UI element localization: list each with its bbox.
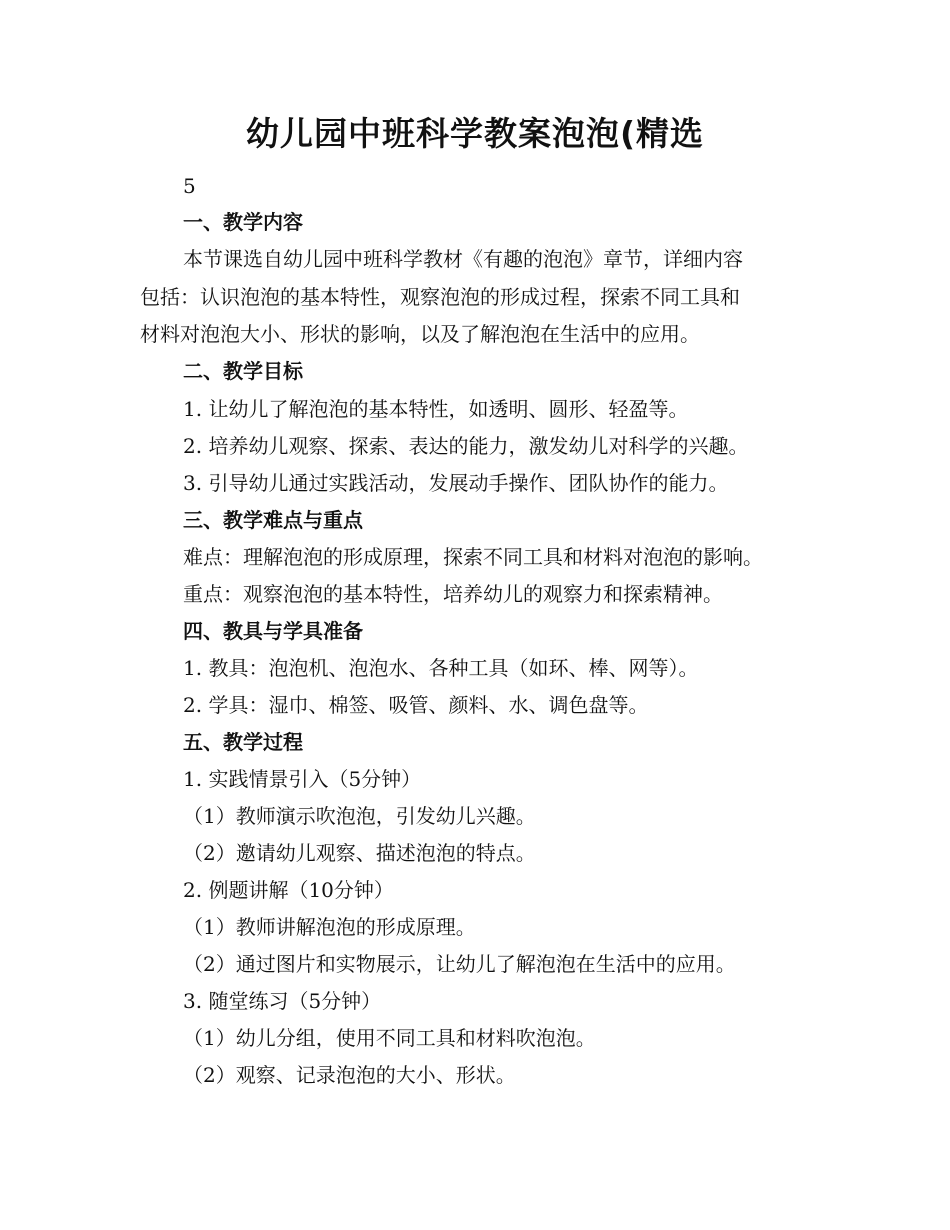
title-continuation: 5 xyxy=(183,174,196,198)
section-heading-materials: 四、教具与学具准备 xyxy=(183,619,363,643)
list-item: （2）通过图片和实物展示，让幼儿了解泡泡在生活中的应用。 xyxy=(183,952,736,976)
list-item: 2. 学具：湿巾、棉签、吸管、颜料、水、调色盘等。 xyxy=(183,693,649,717)
list-item: 1. 让幼儿了解泡泡的基本特性，如透明、圆形、轻盈等。 xyxy=(183,397,689,421)
list-item: 3. 引导幼儿通过实践活动，发展动手操作、团队协作的能力。 xyxy=(183,471,729,495)
paragraph-line: 包括：认识泡泡的基本特性，观察泡泡的形成过程，探索不同工具和 xyxy=(140,285,740,309)
list-item: （2）邀请幼儿观察、描述泡泡的特点。 xyxy=(183,841,536,865)
document-title: 幼儿园中班科学教案泡泡(精选 xyxy=(245,114,705,153)
list-item: 难点：理解泡泡的形成原理，探索不同工具和材料对泡泡的影响。 xyxy=(183,545,763,569)
section-heading-key-points: 三、教学难点与重点 xyxy=(183,508,363,532)
section-heading-content: 一、教学内容 xyxy=(183,210,303,234)
list-item: （2）观察、记录泡泡的大小、形状。 xyxy=(183,1063,516,1087)
list-item: （1）幼儿分组，使用不同工具和材料吹泡泡。 xyxy=(183,1026,596,1050)
list-item: 1. 实践情景引入（5分钟） xyxy=(183,767,422,791)
list-item: 2. 例题讲解（10分钟） xyxy=(183,878,394,902)
section-heading-process: 五、教学过程 xyxy=(183,730,303,754)
list-item: （1）教师讲解泡泡的形成原理。 xyxy=(183,915,476,939)
list-item: 3. 随堂练习（5分钟） xyxy=(183,989,382,1013)
paragraph-line: 本节课选自幼儿园中班科学教材《有趣的泡泡》章节，详细内容 xyxy=(183,247,743,271)
list-item: 1. 教具：泡泡机、泡泡水、各种工具（如环、棒、网等）。 xyxy=(183,656,699,680)
section-heading-goals: 二、教学目标 xyxy=(183,359,303,383)
list-item: （1）教师演示吹泡泡，引发幼儿兴趣。 xyxy=(183,804,536,828)
list-item: 重点：观察泡泡的基本特性，培养幼儿的观察力和探索精神。 xyxy=(183,582,723,606)
list-item: 2. 培养幼儿观察、探索、表达的能力，激发幼儿对科学的兴趣。 xyxy=(183,434,749,458)
paragraph-line: 材料对泡泡大小、形状的影响，以及了解泡泡在生活中的应用。 xyxy=(140,322,700,346)
